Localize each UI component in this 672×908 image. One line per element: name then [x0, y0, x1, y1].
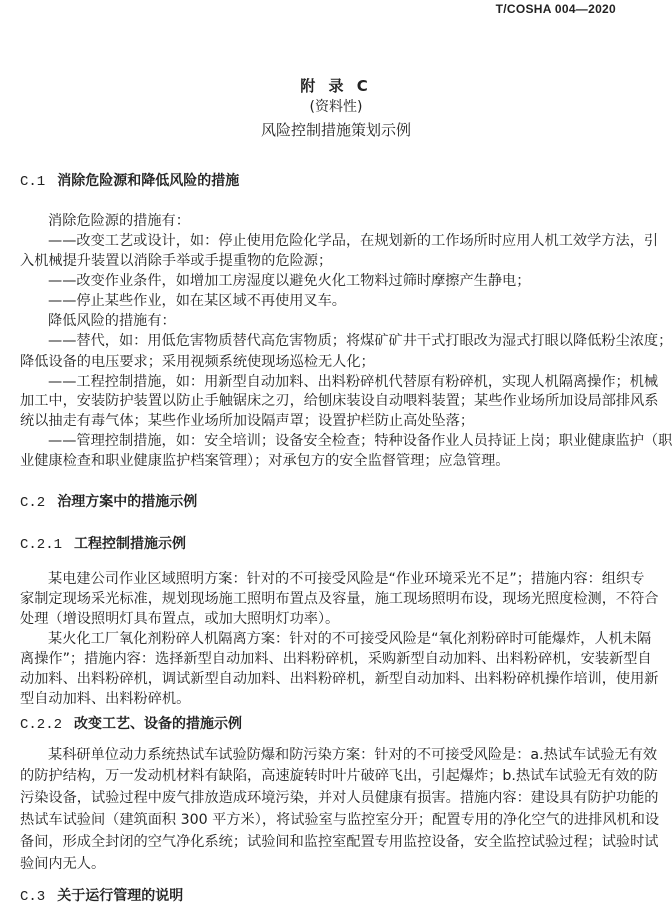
paragraph-line: 验间内无人。 [20, 856, 106, 872]
section-number: C.2.2 [20, 717, 63, 733]
section-title: 治理方案中的措施示例 [57, 494, 198, 510]
section-number: C.1 [20, 174, 46, 190]
paragraph-line: 污染设备，试验过程中废气排放造成环境污染，并对人员健康有损害。措施内容：建设具有防护功能的 [20, 790, 659, 806]
paragraph-line: 消除危险源的措施有： [48, 213, 190, 229]
section-heading [20, 174, 239, 189]
paragraph-line: 某火化工厂氧化剂粉碎人机隔离方案：针对的不可接受风险是“氧化剂粉碎时可能爆炸，人机未隔 [48, 631, 652, 647]
paragraph-line: 某电建公司作业区域照明方案：针对的不可接受风险是“作业环境采光不足”；措施内容：组织专 [48, 571, 645, 587]
paragraph-line: 离操作”；措施内容：选择新型自动加料、出料粉碎机，采购新型自动加料、出料粉碎机，安装新型自 [20, 651, 652, 667]
paragraph-line: 统以抽走有毒气体；某些作业场所加设隔声罩；设置护栏防止高处坠落； [20, 413, 475, 429]
paragraph-line: 的防护结构，万一发动机材料有缺陷，高速旋转时叶片破碎飞出，引起爆炸；b.热试车试验无有效的防 [20, 768, 658, 784]
paragraph-line: 备间，形成全封闭的空气净化系统；试验间和监控室配置专用监控设备，安全监控试验过程；试验时试 [20, 834, 659, 850]
section-title: 改变工艺、设备的措施示例 [74, 716, 243, 732]
section-number: C.3 [20, 889, 46, 905]
section-title: 关于运行管理的说明 [57, 888, 184, 904]
paragraph-line: ——改变工艺或设计，如：停止使用危险化学品，在规划新的工作场所时应用人机工效学方法，引 [48, 233, 659, 249]
paragraph-line: 热试车试验间（建筑面积 300 平方米），将试验室与监控室分开；配置专用的净化空气的进排风机和设 [20, 812, 660, 828]
paragraph-line: ——改变作业条件，如增加工房湿度以避免火化工物料过筛时摩擦产生静电； [48, 273, 531, 289]
section-heading [20, 537, 186, 552]
paragraph-line: 降低设备的电压要求；采用视频系统使现场巡检无人化； [20, 354, 375, 370]
annex-name: 风险控制措施策划示例 [260, 121, 411, 139]
paragraph-line: ——工程控制措施，如：用新型自动加料、出料粉碎机代替原有粉碎机，实现人机隔离操作；机械 [48, 374, 659, 390]
document-code: T/COSHA 004—2020 [495, 2, 616, 16]
paragraph-line: ——停止某些作业，如在某区域不再使用叉车。 [48, 293, 346, 309]
paragraph-line: 降低风险的措施有： [48, 313, 176, 329]
paragraph-line: ——管理控制措施，如：安全培训；设备安全检查；特种设备作业人员持证上岗；职业健康监护（职 [48, 433, 672, 449]
paragraph-line: ——替代，如：用低危害物质替代高危害物质；将煤矿矿井干式打眼改为湿式打眼以降低粉尘浓度； [48, 333, 672, 349]
paragraph-line: 业健康检查和职业健康监护档案管理）；对承包方的安全监督管理；应急管理。 [20, 453, 510, 469]
annex-type: (资料性) [309, 99, 363, 115]
paragraph-line: 处理（增设照明灯具布置点，或加大照明灯功率）。 [20, 611, 340, 627]
paragraph-line: 家制定现场采光标准，规划现场施工照明布置点及容量，施工现场照明布设，现场光照度检测，不符合 [20, 591, 659, 607]
section-title: 工程控制措施示例 [74, 536, 187, 552]
section-number: C.2.1 [20, 537, 63, 553]
paragraph-line: 某科研单位动力系统热试车试验防爆和防污染方案：针对的不可接受风险是：a.热试车试验无有效 [48, 747, 658, 763]
annex-title: 附 录 C [300, 77, 372, 95]
section-heading [20, 495, 197, 510]
section-title: 消除危险源和降低风险的措施 [57, 173, 240, 189]
section-heading [20, 889, 183, 904]
paragraph-line: 加工中，安装防护装置以防止手触锯床之刃，给刨床装设自动喂料装置；某些作业场所加设局部排风系 [20, 393, 659, 409]
paragraph-line: 动加料、出料粉碎机，调试新型自动加料、出料粉碎机，新型自动加料、出料粉碎机操作培训，使用新 [20, 671, 659, 687]
paragraph-line: 入机械提升装置以消除手举或手提重物的危险源； [20, 253, 333, 269]
section-number: C.2 [20, 495, 46, 511]
section-heading [20, 717, 242, 732]
paragraph-line: 型自动加料、出料粉碎机。 [20, 691, 191, 707]
